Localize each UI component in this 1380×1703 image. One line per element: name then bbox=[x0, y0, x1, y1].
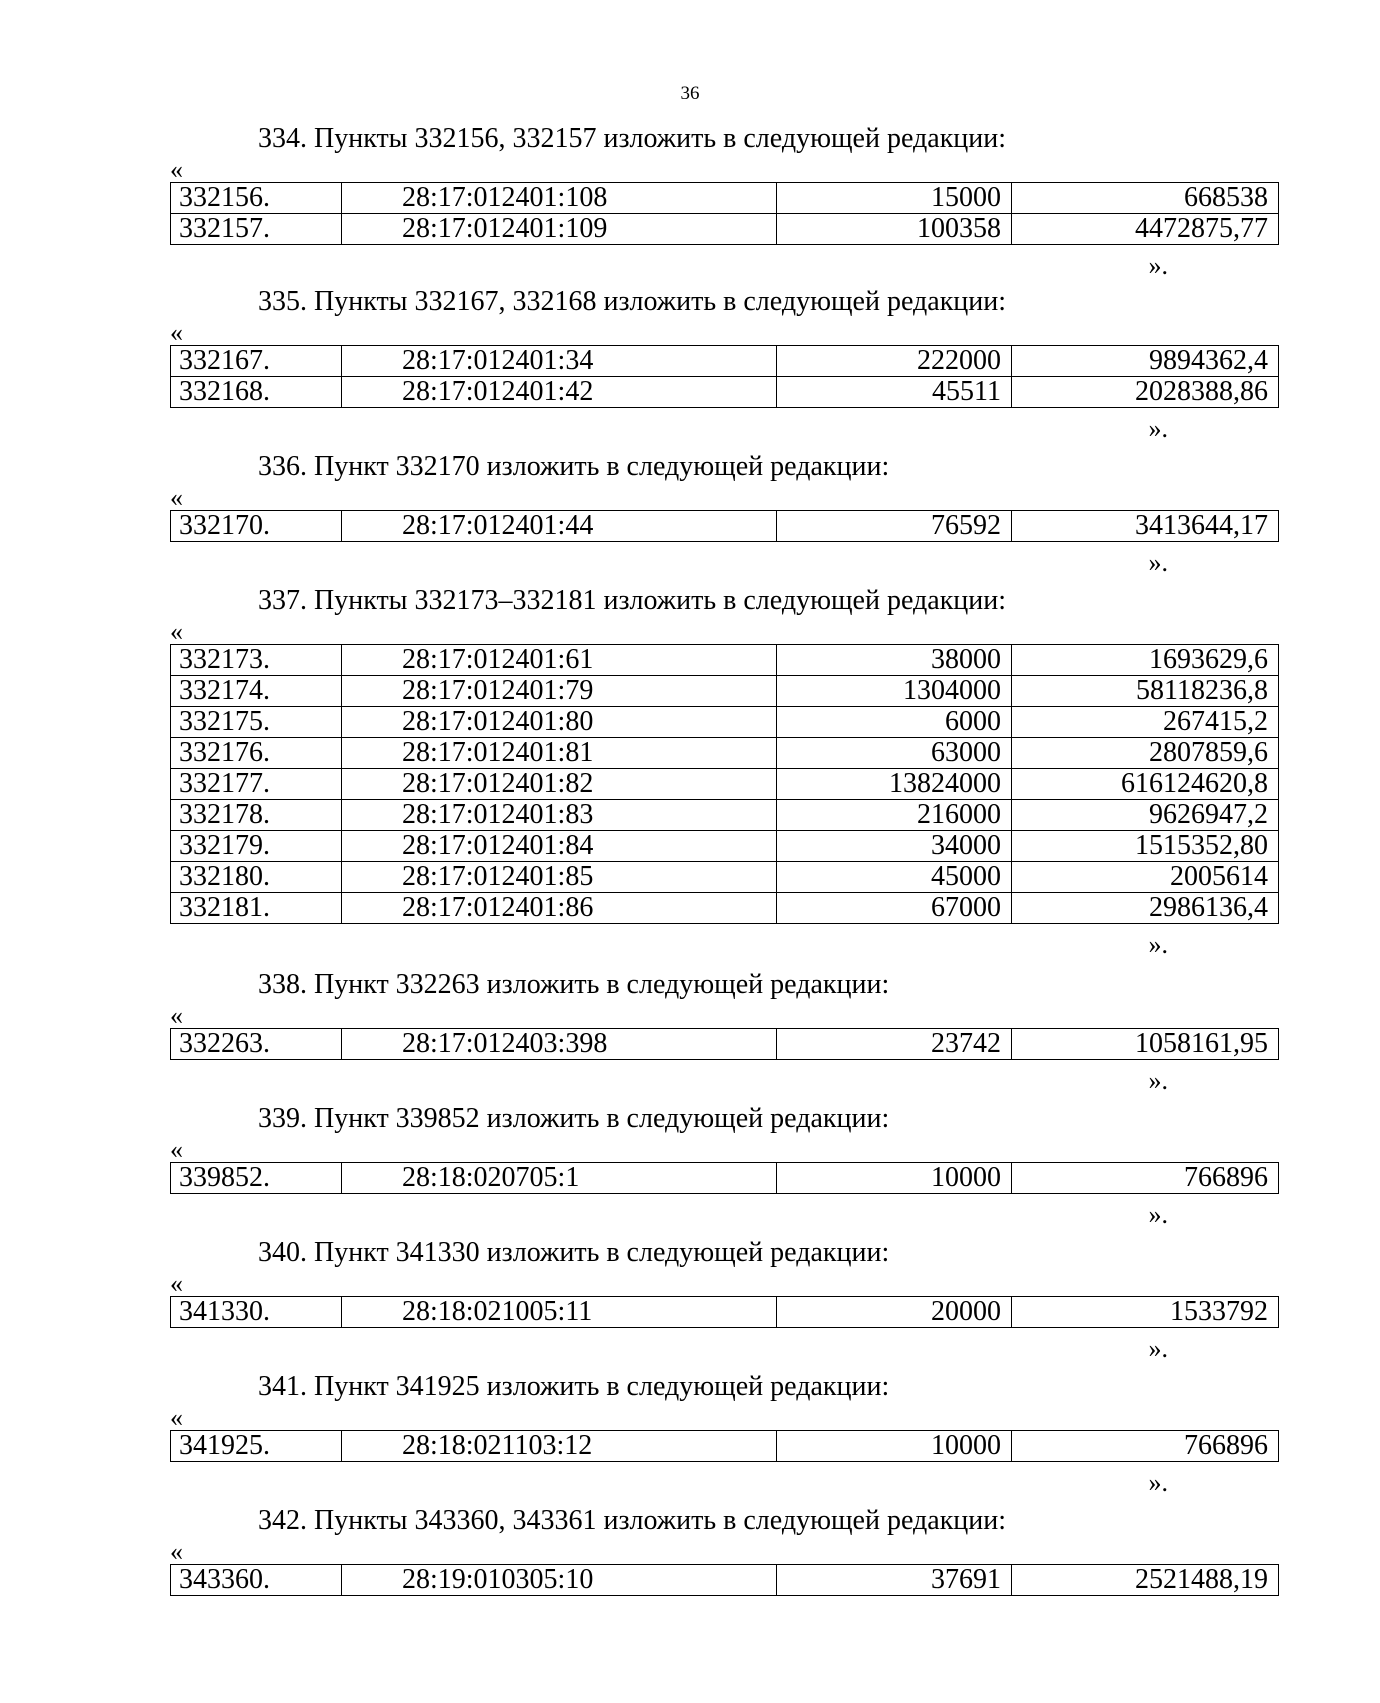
area-cell: 10000 bbox=[777, 1431, 1012, 1462]
table-row bbox=[171, 831, 1279, 862]
table-row bbox=[171, 769, 1279, 800]
amendment-table bbox=[170, 1162, 1279, 1194]
table-row bbox=[171, 511, 1279, 542]
section-heading: 334. Пункты 332156, 332157 изложить в следующей редакции: bbox=[258, 123, 1007, 154]
cadastral-number-cell: 28:17:012401:34 bbox=[342, 346, 777, 377]
page-number: 36 bbox=[680, 83, 700, 104]
amendment-table bbox=[170, 510, 1279, 542]
table-row bbox=[171, 893, 1279, 924]
area-cell: 38000 bbox=[777, 645, 1012, 676]
table-row bbox=[171, 1431, 1279, 1462]
table-row bbox=[171, 1297, 1279, 1328]
area-cell: 13824000 bbox=[777, 769, 1012, 800]
open-quote: « bbox=[170, 1269, 183, 1298]
cadastral-number-cell: 28:18:021103:12 bbox=[342, 1431, 777, 1462]
value-cell: 267415,2 bbox=[1012, 707, 1279, 738]
area-cell: 216000 bbox=[777, 800, 1012, 831]
cadastral-number-cell: 28:17:012401:108 bbox=[342, 183, 777, 214]
table-row bbox=[171, 738, 1279, 769]
open-quote: « bbox=[170, 155, 183, 184]
cadastral-number-cell: 28:17:012401:42 bbox=[342, 377, 777, 408]
table-row bbox=[171, 645, 1279, 676]
cadastral-number-cell: 28:18:021005:11 bbox=[342, 1297, 777, 1328]
item-number-cell: 332263. bbox=[171, 1029, 342, 1060]
amendment-table bbox=[170, 345, 1279, 408]
area-cell: 37691 bbox=[777, 1565, 1012, 1596]
area-cell: 45000 bbox=[777, 862, 1012, 893]
table-row bbox=[171, 707, 1279, 738]
area-cell: 100358 bbox=[777, 214, 1012, 245]
item-number-cell: 332180. bbox=[171, 862, 342, 893]
area-cell: 20000 bbox=[777, 1297, 1012, 1328]
item-number-cell: 343360. bbox=[171, 1565, 342, 1596]
value-cell: 3413644,17 bbox=[1012, 511, 1279, 542]
item-number-cell: 341330. bbox=[171, 1297, 342, 1328]
value-cell: 1058161,95 bbox=[1012, 1029, 1279, 1060]
open-quote: « bbox=[170, 318, 183, 347]
cadastral-number-cell: 28:17:012401:81 bbox=[342, 738, 777, 769]
amendment-table bbox=[170, 182, 1279, 245]
value-cell: 9894362,4 bbox=[1012, 346, 1279, 377]
cadastral-number-cell: 28:17:012401:44 bbox=[342, 511, 777, 542]
section-heading: 338. Пункт 332263 изложить в следующей редакции: bbox=[258, 969, 890, 1000]
amendment-table bbox=[170, 1564, 1279, 1596]
table-row bbox=[171, 1029, 1279, 1060]
value-cell: 1693629,6 bbox=[1012, 645, 1279, 676]
table-row bbox=[171, 183, 1279, 214]
value-cell: 2005614 bbox=[1012, 862, 1279, 893]
amendment-section bbox=[170, 450, 1268, 577]
open-quote: « bbox=[170, 1001, 183, 1030]
cadastral-number-cell: 28:19:010305:10 bbox=[342, 1565, 777, 1596]
amendment-section bbox=[170, 285, 1268, 443]
value-cell: 58118236,8 bbox=[1012, 676, 1279, 707]
value-cell: 9626947,2 bbox=[1012, 800, 1279, 831]
close-quote: ». bbox=[1148, 930, 1168, 959]
area-cell: 1304000 bbox=[777, 676, 1012, 707]
cadastral-number-cell: 28:17:012401:85 bbox=[342, 862, 777, 893]
value-cell: 2521488,19 bbox=[1012, 1565, 1279, 1596]
value-cell: 668538 bbox=[1012, 183, 1279, 214]
close-quote: ». bbox=[1148, 548, 1168, 577]
value-cell: 1515352,80 bbox=[1012, 831, 1279, 862]
table-row bbox=[171, 676, 1279, 707]
value-cell: 1533792 bbox=[1012, 1297, 1279, 1328]
amendment-table bbox=[170, 1296, 1279, 1328]
cadastral-number-cell: 28:17:012401:86 bbox=[342, 893, 777, 924]
section-heading: 339. Пункт 339852 изложить в следующей редакции: bbox=[258, 1103, 890, 1134]
item-number-cell: 332177. bbox=[171, 769, 342, 800]
amendment-section bbox=[170, 1102, 1268, 1229]
table-row bbox=[171, 1565, 1279, 1596]
value-cell: 766896 bbox=[1012, 1431, 1279, 1462]
table-row bbox=[171, 214, 1279, 245]
amendment-section bbox=[170, 1504, 1268, 1596]
section-heading: 342. Пункты 343360, 343361 изложить в следующей редакции: bbox=[258, 1505, 1007, 1536]
section-heading: 336. Пункт 332170 изложить в следующей редакции: bbox=[258, 451, 890, 482]
open-quote: « bbox=[170, 1403, 183, 1432]
value-cell: 2807859,6 bbox=[1012, 738, 1279, 769]
cadastral-number-cell: 28:17:012401:80 bbox=[342, 707, 777, 738]
value-cell: 2028388,86 bbox=[1012, 377, 1279, 408]
cadastral-number-cell: 28:17:012401:109 bbox=[342, 214, 777, 245]
close-quote: ». bbox=[1148, 1334, 1168, 1363]
cadastral-number-cell: 28:17:012403:398 bbox=[342, 1029, 777, 1060]
table-row bbox=[171, 800, 1279, 831]
item-number-cell: 332156. bbox=[171, 183, 342, 214]
area-cell: 23742 bbox=[777, 1029, 1012, 1060]
amendment-table bbox=[170, 1430, 1279, 1462]
cadastral-number-cell: 28:17:012401:79 bbox=[342, 676, 777, 707]
open-quote: « bbox=[170, 483, 183, 512]
table-row bbox=[171, 1163, 1279, 1194]
area-cell: 45511 bbox=[777, 377, 1012, 408]
amendment-section bbox=[170, 968, 1268, 1095]
item-number-cell: 332179. bbox=[171, 831, 342, 862]
area-cell: 34000 bbox=[777, 831, 1012, 862]
value-cell: 766896 bbox=[1012, 1163, 1279, 1194]
item-number-cell: 332178. bbox=[171, 800, 342, 831]
section-heading: 335. Пункты 332167, 332168 изложить в следующей редакции: bbox=[258, 286, 1007, 317]
open-quote: « bbox=[170, 1135, 183, 1164]
amendment-table bbox=[170, 644, 1279, 924]
amendment-section bbox=[170, 122, 1268, 280]
section-heading: 340. Пункт 341330 изложить в следующей редакции: bbox=[258, 1237, 890, 1268]
table-row bbox=[171, 346, 1279, 377]
open-quote: « bbox=[170, 1537, 183, 1566]
close-quote: ». bbox=[1148, 1066, 1168, 1095]
item-number-cell: 332174. bbox=[171, 676, 342, 707]
area-cell: 10000 bbox=[777, 1163, 1012, 1194]
area-cell: 6000 bbox=[777, 707, 1012, 738]
value-cell: 4472875,77 bbox=[1012, 214, 1279, 245]
cadastral-number-cell: 28:17:012401:84 bbox=[342, 831, 777, 862]
area-cell: 222000 bbox=[777, 346, 1012, 377]
document-body bbox=[170, 122, 1268, 1596]
area-cell: 63000 bbox=[777, 738, 1012, 769]
cadastral-number-cell: 28:17:012401:83 bbox=[342, 800, 777, 831]
item-number-cell: 341925. bbox=[171, 1431, 342, 1462]
value-cell: 2986136,4 bbox=[1012, 893, 1279, 924]
close-quote: ». bbox=[1148, 414, 1168, 443]
open-quote: « bbox=[170, 617, 183, 646]
cadastral-number-cell: 28:17:012401:82 bbox=[342, 769, 777, 800]
table-row bbox=[171, 862, 1279, 893]
area-cell: 67000 bbox=[777, 893, 1012, 924]
close-quote: ». bbox=[1148, 1468, 1168, 1497]
amendment-section bbox=[170, 1236, 1268, 1363]
section-heading: 337. Пункты 332173–332181 изложить в следующей редакции: bbox=[258, 585, 1007, 616]
cadastral-number-cell: 28:17:012401:61 bbox=[342, 645, 777, 676]
cadastral-number-cell: 28:18:020705:1 bbox=[342, 1163, 777, 1194]
close-quote: ». bbox=[1148, 251, 1168, 280]
item-number-cell: 339852. bbox=[171, 1163, 342, 1194]
item-number-cell: 332168. bbox=[171, 377, 342, 408]
item-number-cell: 332181. bbox=[171, 893, 342, 924]
amendment-table bbox=[170, 1028, 1279, 1060]
amendment-section bbox=[170, 1370, 1268, 1497]
item-number-cell: 332173. bbox=[171, 645, 342, 676]
close-quote: ». bbox=[1148, 1200, 1168, 1229]
item-number-cell: 332167. bbox=[171, 346, 342, 377]
item-number-cell: 332170. bbox=[171, 511, 342, 542]
section-heading: 341. Пункт 341925 изложить в следующей редакции: bbox=[258, 1371, 890, 1402]
item-number-cell: 332157. bbox=[171, 214, 342, 245]
amendment-section bbox=[170, 584, 1268, 959]
table-row bbox=[171, 377, 1279, 408]
value-cell: 616124620,8 bbox=[1012, 769, 1279, 800]
item-number-cell: 332175. bbox=[171, 707, 342, 738]
area-cell: 15000 bbox=[777, 183, 1012, 214]
area-cell: 76592 bbox=[777, 511, 1012, 542]
item-number-cell: 332176. bbox=[171, 738, 342, 769]
